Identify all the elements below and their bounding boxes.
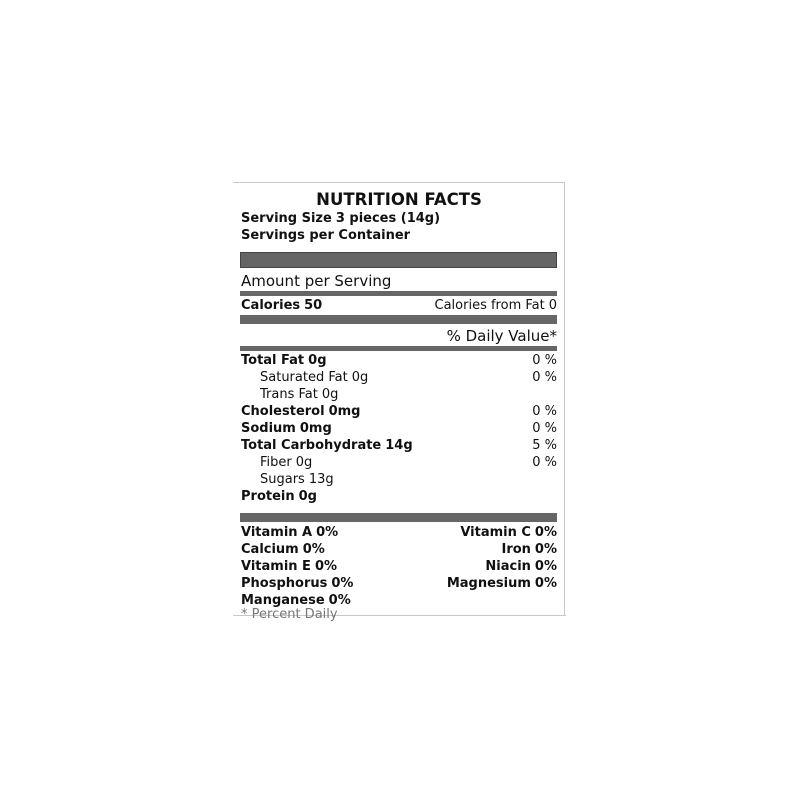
- nutrient-daily-value: 0 %: [532, 370, 557, 385]
- vitamin-name: Manganese: [241, 593, 325, 608]
- nutrient-daily-value: 0 %: [532, 455, 557, 470]
- vitamin-left: [241, 524, 338, 541]
- nutrient-name: Total Carbohydrate: [241, 438, 382, 453]
- nutrient-name-amount: [260, 369, 368, 386]
- nutrient-name-amount: [241, 352, 327, 369]
- label-title: NUTRITION FACTS: [316, 190, 482, 209]
- thick-divider-bar: [240, 252, 557, 268]
- nutrient-amount: 0g: [298, 489, 317, 504]
- nutrient-daily-value: 0 %: [532, 353, 557, 368]
- vitamin-value: 0%: [331, 576, 354, 591]
- thin-divider-bar: [240, 291, 557, 296]
- nutrient-row-fiber: [260, 454, 557, 471]
- vitamin-value: 0%: [316, 525, 339, 540]
- vitamin-right: [501, 541, 557, 558]
- nutrient-name: Protein: [241, 489, 295, 504]
- nutrient-name-amount: [241, 437, 413, 454]
- serving-size-label: Serving Size: [241, 211, 332, 226]
- vitamin-left: [241, 575, 353, 592]
- nutrient-daily-value: 0 %: [532, 421, 557, 436]
- nutrient-name-amount: [241, 420, 332, 437]
- vitamin-name: Magnesium: [446, 576, 531, 591]
- serving-size-line: [241, 210, 557, 227]
- nutrient-name-amount: [260, 454, 312, 471]
- nutrient-daily-value: 0 %: [532, 404, 557, 419]
- nutrient-row-saturated-fat: [260, 369, 557, 386]
- vitamin-name: Iron: [501, 542, 531, 557]
- calories-from-fat-value: 0: [548, 298, 557, 313]
- label-footer-clipped: [241, 607, 361, 622]
- nutrient-row-protein: [241, 488, 557, 505]
- vitamin-name: Vitamin E: [241, 559, 311, 574]
- nutrient-amount: 14g: [385, 438, 413, 453]
- vitamin-row: [241, 558, 557, 575]
- nutrient-name: Fiber: [260, 455, 292, 470]
- nutrient-row-sodium: [241, 420, 557, 437]
- vitamin-value: 0%: [314, 559, 338, 574]
- nutrient-amount: 13g: [308, 472, 334, 487]
- nutrient-row-total-carbohydrate: [241, 437, 557, 454]
- calories-from-fat-label: Calories from Fat: [434, 298, 545, 313]
- calories-row: [241, 297, 557, 314]
- footer-partial-text: * Percent Daily: [241, 607, 338, 622]
- nutrient-name-amount: [241, 403, 360, 420]
- nutrient-row-total-fat: [241, 352, 557, 369]
- nutrient-amount: 0mg: [328, 404, 361, 419]
- nutrient-name-amount: [260, 471, 334, 488]
- vitamin-name: Niacin: [485, 559, 531, 574]
- vitamin-value: 0%: [534, 542, 557, 557]
- vitamin-name: Vitamin C: [460, 525, 531, 540]
- nutrient-amount: 0g: [351, 370, 369, 385]
- serving-size-value: 3 pieces (14g): [335, 211, 441, 226]
- servings-per-container-line: [241, 227, 557, 244]
- calories-value: 50: [304, 298, 323, 313]
- calories-from-fat: [435, 297, 557, 314]
- vitamin-value: 0%: [534, 525, 557, 540]
- vitamin-row: [241, 575, 557, 592]
- nutrient-name: Trans Fat: [260, 387, 318, 402]
- nutrient-name: Sugars: [260, 472, 305, 487]
- thin-divider-bar: [240, 346, 557, 351]
- daily-value-header: % Daily Value*: [446, 327, 557, 345]
- vitamin-left: [241, 541, 325, 558]
- nutrient-amount: 0g: [321, 387, 339, 402]
- nutrient-amount: 0mg: [299, 421, 332, 436]
- vitamin-right: [485, 558, 557, 575]
- medium-divider-bar: [240, 513, 557, 522]
- nutrient-row-trans-fat: [260, 386, 557, 403]
- vitamin-row: [241, 592, 557, 609]
- nutrient-name-amount: [241, 488, 317, 505]
- nutrient-row-cholesterol: [241, 403, 557, 420]
- vitamin-row: [241, 541, 557, 558]
- nutrient-daily-value: 5 %: [532, 438, 557, 453]
- calories-left: [241, 297, 322, 314]
- nutrient-name: Saturated Fat: [260, 370, 348, 385]
- vitamin-right: [447, 575, 557, 592]
- vitamin-name: Calcium: [241, 542, 299, 557]
- amount-per-serving: Amount per Serving: [241, 272, 392, 290]
- vitamin-value: 0%: [328, 593, 351, 608]
- vitamin-name: Vitamin A: [241, 525, 313, 540]
- calories-label: Calories: [241, 298, 301, 313]
- vitamin-right: [460, 524, 557, 541]
- nutrient-row-sugars: [260, 471, 557, 488]
- vitamin-right: [553, 592, 557, 609]
- nutrient-name: Cholesterol: [241, 404, 325, 419]
- vitamin-value: 0%: [534, 559, 557, 574]
- medium-divider-bar: [240, 315, 557, 324]
- servings-per-container-label: Servings per Container: [241, 228, 411, 243]
- vitamin-value: 0%: [302, 542, 325, 557]
- nutrient-name: Total Fat: [241, 353, 305, 368]
- vitamin-left: [241, 558, 337, 575]
- nutrient-name: Sodium: [241, 421, 296, 436]
- vitamin-row: [241, 524, 557, 541]
- nutrient-amount: 0g: [295, 455, 313, 470]
- vitamin-value: 0%: [534, 576, 557, 591]
- nutrient-amount: 0g: [308, 353, 327, 368]
- nutrient-name-amount: [260, 386, 338, 403]
- vitamin-left: [241, 592, 351, 609]
- vitamin-name: Phosphorus: [241, 576, 328, 591]
